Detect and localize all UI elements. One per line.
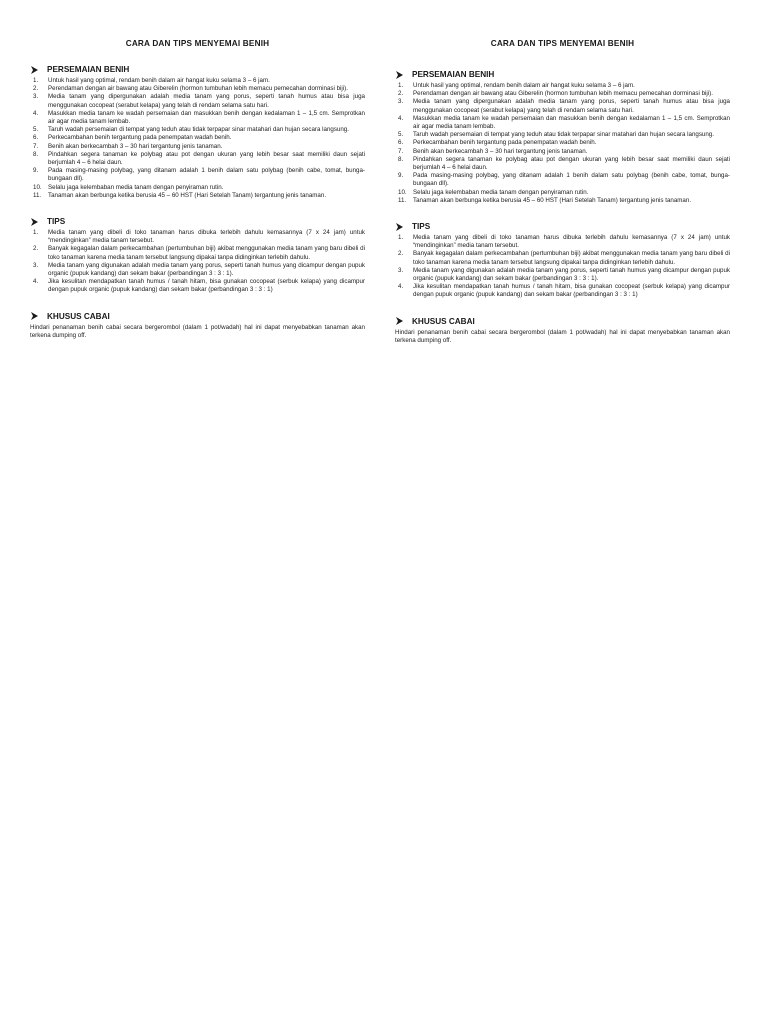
persemaian-list — [395, 82, 730, 205]
list-item: 5. Taruh wadah persemaian di tempat yang teduh atau tidak terpapar sinar matahari dan hujan secara langsung. — [33, 126, 349, 134]
arrow-right-icon — [396, 71, 403, 79]
section-heading — [30, 65, 365, 74]
list-item: 9. Pada masing-masing polybag, yang ditanam adalah 1 benih dalam satu polybag (benih cabe, tomat, bunga-bungaan dll). — [398, 172, 730, 188]
arrow-right-icon — [31, 218, 38, 226]
list-item: 6. Perkecambahan benih tergantung pada penempatan wadah benih. — [398, 139, 597, 147]
section-heading-label: KHUSUS CABAI — [412, 316, 475, 326]
section-heading-label: TIPS — [412, 222, 431, 232]
list-item: 4. Jika kesulitan mendapatkan tanah humus / tanah hitam, bisa gunakan cocopeat (serbuk kelapa) yang dicampur dengan pupuk organic (pupuk kandang) dan sekam bakar (perbandingan 3 : 3 : 1) — [33, 278, 365, 294]
list-item: 3. Media tanam yang dipergunakan adalah media tanam yang porus, seperti tanah humus atau bisa juga menggunakan cocopeat (serabut kelapa) yang telah di rendam selama satu hari. — [398, 98, 730, 114]
list-item: 2. Perendaman dengan air bawang atau Giberelin (hormon tumbuhan lebih memacu pemecahan dorminasi biji). — [398, 90, 713, 98]
list-item: 11. Tanaman akan berbunga ketika berusia 45 – 60 HST (Hari Setelah Tanam) tergantung jenis tanaman. — [398, 196, 692, 204]
document-title: CARA DAN TIPS MENYEMAI BENIH — [125, 39, 270, 48]
section-persemaian-benih — [395, 70, 730, 205]
persemaian-list — [30, 77, 365, 200]
list-item: 8. Pindahkan segera tanaman ke polybag atau pot dengan ukuran yang lebih besar saat memiliki daun sejati berjumlah 4 – 6 helai daun. — [33, 150, 365, 167]
list-item: 3. Media tanam yang digunakan adalah media tanam yang porus, seperti tanah humus yang dicampur dengan pupuk organic (pupuk kandang) dan sekam bakar (perbandingan 3 : 3 : 1). — [398, 266, 730, 283]
section-heading — [395, 317, 730, 326]
section-heading-label: PERSEMAIAN BENIH — [412, 70, 495, 79]
section-heading-label: PERSEMAIAN BENIH — [47, 65, 130, 74]
list-item: 11. Tanaman akan berbunga ketika berusia 45 – 60 HST (Hari Setelah Tanam) tergantung jenis tanaman. — [33, 191, 327, 199]
section-khusus-cabai — [395, 317, 730, 346]
list-item: 7. Benih akan berkecambah 3 – 30 hari tergantung jenis tanaman. — [33, 142, 223, 150]
list-item: 1. Untuk hasil yang optimal, rendam benih dalam air hangat kuku selama 3 – 6 jam. — [398, 82, 635, 89]
cabai-paragraph: Hindari penanaman benih cabai secara bergerombol (dalam 1 pot/wadah) hal ini dapat menyebabkan tanaman akan terkena dumping off. — [30, 323, 365, 340]
section-persemaian-benih — [30, 65, 365, 200]
list-item: 5. Taruh wadah persemaian di tempat yang teduh atau tidak terpapar sinar matahari dan hujan secara langsung. — [398, 131, 714, 139]
arrow-right-icon — [396, 223, 403, 231]
tips-list — [30, 229, 365, 295]
section-heading — [395, 70, 730, 79]
list-item: 2. Banyak kegagalan dalam perkecambahan (pertumbuhan biji) akibat menggunakan media tanam yang baru dibeli di toko tanaman karena media tanam tersebut langsung dipakai tanpa didinginkan terlebih dahulu. — [398, 250, 730, 266]
list-item: 3. Media tanam yang digunakan adalah media tanam yang porus, seperti tanah humus yang dicampur dengan pupuk organic (pupuk kandang) dan sekam bakar (perbandingan 3 : 3 : 1). — [33, 261, 365, 278]
right-column — [395, 0, 730, 346]
left-column — [30, 0, 365, 341]
list-item: 1. Media tanam yang dibeli di toko tanaman harus dibuka terlebih dahulu kemasannya (7 x 24 jam) untuk “mendinginkan” media tanam tersebut. — [33, 229, 365, 245]
section-heading-label: KHUSUS CABAI — [47, 311, 110, 321]
list-item: 7. Benih akan berkecambah 3 – 30 hari tergantung jenis tanaman. — [398, 147, 588, 155]
list-item: 2. Perendaman dengan air bawang atau Giberelin (hormon tumbuhan lebih memacu pemecahan dorminasi biji). — [33, 85, 348, 93]
list-item: 10. Selalu jaga kelembaban media tanam dengan penyiraman rutin. — [398, 188, 589, 196]
list-item: 1. Untuk hasil yang optimal, rendam benih dalam air hangat kuku selama 3 – 6 jam. — [33, 77, 270, 84]
section-heading — [30, 312, 365, 321]
section-tips — [30, 217, 365, 295]
section-khusus-cabai — [30, 312, 365, 341]
arrow-right-icon — [31, 312, 38, 320]
cabai-paragraph: Hindari penanaman benih cabai secara bergerombol (dalam 1 pot/wadah) hal ini dapat menyebabkan tanaman akan terkena dumping off. — [395, 328, 730, 345]
list-item: 6. Perkecambahan benih tergantung pada penempatan wadah benih. — [33, 134, 232, 142]
arrow-right-icon — [396, 317, 403, 325]
section-tips — [395, 222, 730, 300]
section-heading — [395, 222, 730, 231]
list-item: 4. Jika kesulitan mendapatkan tanah humus / tanah hitam, bisa gunakan cocopeat (serbuk kelapa) yang dicampur dengan pupuk organic (pupuk kandang) dan sekam bakar (perbandingan 3 : 3 : 1) — [398, 283, 730, 299]
list-item: 9. Pada masing-masing polybag, yang ditanam adalah 1 benih dalam satu polybag (benih cabe, tomat, bunga-bungaan dll). — [33, 167, 365, 183]
list-item: 1. Media tanam yang dibeli di toko tanaman harus dibuka terlebih dahulu kemasannya (7 x 24 jam) untuk “mendinginkan” media tanam tersebut. — [398, 234, 730, 250]
list-item: 2. Banyak kegagalan dalam perkecambahan (pertumbuhan biji) akibat menggunakan media tanam yang baru dibeli di toko tanaman karena media tanam tersebut langsung dipakai tanpa didinginkan terlebih dahulu. — [33, 245, 365, 261]
section-heading — [30, 217, 365, 226]
list-item: 8. Pindahkan segera tanaman ke polybag atau pot dengan ukuran yang lebih besar saat memiliki daun sejati berjumlah 4 – 6 helai daun. — [398, 155, 730, 172]
list-item: 10. Selalu jaga kelembaban media tanam dengan penyiraman rutin. — [33, 183, 224, 191]
arrow-right-icon — [31, 66, 38, 74]
section-heading-label: TIPS — [47, 217, 66, 227]
list-item: 4. Masukkan media tanam ke wadah persemaian dan masukkan benih dengan kedalaman 1 – 1,5 cm. Semprotkan air agar media tanam lembab. — [398, 114, 730, 131]
tips-list — [395, 234, 730, 300]
list-item: 3. Media tanam yang dipergunakan adalah media tanam yang porus, seperti tanah humus atau bisa juga menggunakan cocopeat (serabut kelapa) yang telah di rendam selama satu hari. — [33, 93, 365, 109]
document-title: CARA DAN TIPS MENYEMAI BENIH — [490, 39, 635, 48]
list-item: 4. Masukkan media tanam ke wadah persemaian dan masukkan benih dengan kedalaman 1 – 1,5 cm. Semprotkan air agar media tanam lembab. — [33, 109, 365, 126]
